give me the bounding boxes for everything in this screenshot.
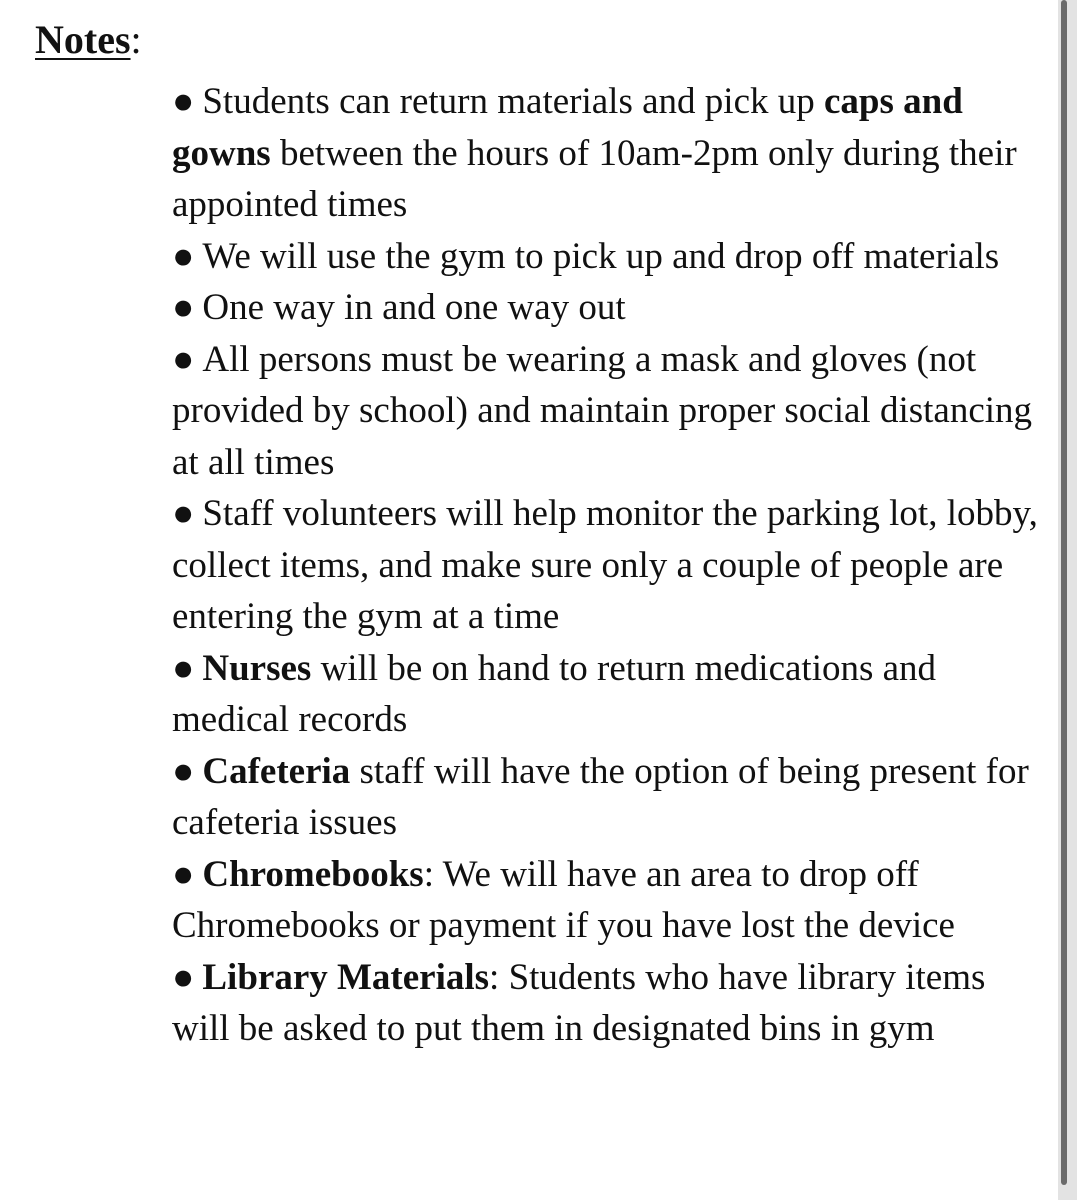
note-text: Students can return materials and pick up (202, 81, 824, 122)
note-item (172, 643, 1042, 746)
bullet-icon: ● (172, 956, 195, 998)
page-title (35, 14, 142, 66)
note-item (172, 76, 1042, 231)
note-text: will be on hand to return medications and medical records (172, 647, 937, 740)
bullet-icon: ● (172, 750, 195, 792)
note-inline-bold: caps and gowns (172, 81, 963, 174)
note-bold-label: Nurses (202, 647, 312, 689)
note-bold-label: Cafeteria (202, 750, 351, 792)
vertical-scrollbar[interactable] (1058, 0, 1077, 1200)
bullet-icon: ● (172, 287, 195, 328)
bullet-icon: ● (172, 338, 195, 380)
page-title-label: Notes (35, 17, 131, 62)
note-text: : We will have an area to drop off Chromebooks or payment if you have lost the device (172, 853, 955, 946)
note-bold-label: Library Materials (202, 956, 490, 998)
note-item (172, 334, 1042, 489)
scrollbar-thumb[interactable] (1061, 0, 1067, 1185)
note-item (172, 231, 1042, 283)
note-text: Staff volunteers will help monitor the parking lot, lobby, collect items, and make sure only a couple of people are entering the gym at a time (172, 493, 1038, 637)
notes-list (172, 76, 1042, 1055)
note-text: : Students who have library items will be asked to put them in designated bins in gym (172, 956, 986, 1049)
page-title-colon: : (130, 17, 142, 62)
note-text: All persons must be wearing a mask and gloves (not provided by school) and maintain proper social distancing at all times (172, 338, 1033, 483)
bullet-icon: ● (172, 235, 195, 277)
note-item (172, 849, 1042, 952)
bullet-icon: ● (172, 647, 195, 689)
bullet-icon: ● (172, 853, 195, 895)
note-item (172, 488, 1042, 643)
note-text: One way in and one way out (202, 287, 626, 328)
note-item (172, 952, 1042, 1055)
bullet-icon: ● (172, 493, 195, 534)
note-text-after: between the hours of 10am-2pm only during their appointed times (172, 132, 1017, 225)
note-text: We will use the gym to pick up and drop off materials (202, 235, 1000, 277)
note-item (172, 282, 1042, 334)
bullet-icon: ● (172, 81, 195, 122)
note-bold-label: Chromebooks (202, 853, 424, 895)
note-item (172, 746, 1042, 849)
note-text: staff will have the option of being present for cafeteria issues (172, 750, 1029, 843)
